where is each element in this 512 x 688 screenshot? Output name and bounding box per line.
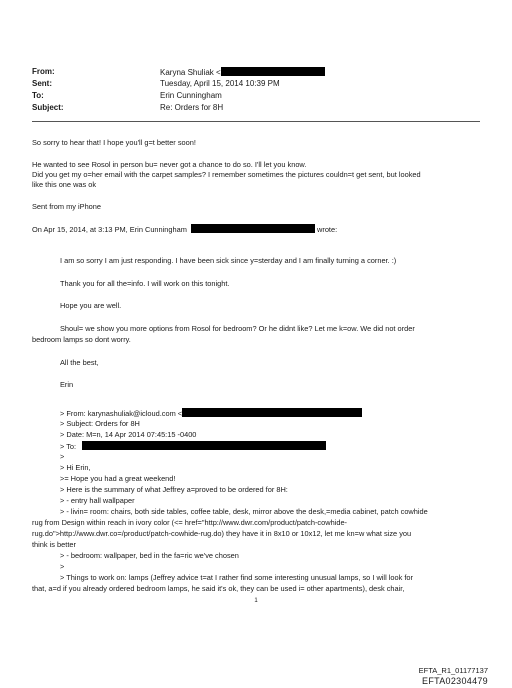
- forwarded-to-text: > To:: [60, 442, 77, 451]
- forwarded-line: >: [60, 562, 65, 571]
- forwarded-line: >= Hope you had a great weekend!: [60, 474, 176, 483]
- bates-number-small: EFTA_R1_01177137: [418, 666, 488, 675]
- redaction-bar: [182, 408, 362, 417]
- forwarded-subject: > Subject: Orders for 8H: [60, 419, 140, 428]
- forwarded-line: think is better: [32, 540, 76, 549]
- attribution-line: [32, 224, 337, 235]
- redaction-bar: [82, 441, 326, 450]
- reply-line: He wanted to see Rosol in person bu= never got a chance to do so. I'll let you know.: [32, 160, 307, 169]
- reply-line: Did you get my o=her email with the carpet samples? I remember sometimes the pictures couldn=t get sent, but looked: [32, 170, 421, 179]
- forwarded-date: > Date: M=n, 14 Apr 2014 07:45:15 -0400: [60, 430, 197, 439]
- forwarded-line: that, a=d if you already ordered bedroom lamps, he said it's ok, they can be used i= other apartments), desk chair,: [32, 584, 405, 593]
- quoted-line: Hope you are well.: [60, 301, 122, 310]
- forwarded-line: rug from Design within reach in ivory color (<= href="http://www.dwr.com/product/patch-cowhide-: [32, 518, 348, 527]
- attribution-prefix: On Apr 15, 2014, at 3:13 PM, Erin Cunningham: [32, 225, 187, 234]
- forwarded-line: >: [60, 452, 65, 461]
- forwarded-line: > Hi Erin,: [60, 463, 91, 472]
- from-label: From:: [32, 67, 55, 76]
- forwarded-from: [60, 408, 362, 419]
- redaction-bar: [221, 67, 325, 76]
- forwarded-line: > - livin= room: chairs, both side tables, coffee table, desk, mirror above the desk,=media cabinet, patch cowhide: [60, 507, 428, 516]
- quoted-line: Shoul= we show you more options from Rosol for bedroom? Or he didnt like? Let me k=ow. We did not order: [60, 324, 415, 333]
- attribution-suffix: wrote:: [317, 225, 338, 234]
- to-label: To:: [32, 91, 44, 100]
- quoted-line: Thank you for all the=info. I will work on this tonight.: [60, 279, 230, 288]
- quoted-closing: All the best,: [60, 358, 99, 367]
- page-number: 1: [254, 598, 258, 604]
- forwarded-line: rug.do">http://www.dwr.co=/product/patch-cowhide-rug.do) they have it in 8x10 or 10x12, let me kn=w what size you: [32, 529, 412, 538]
- signature: Sent from my iPhone: [32, 202, 102, 211]
- quoted-name: Erin: [60, 380, 74, 389]
- sent-value: Tuesday, April 15, 2014 10:39 PM: [160, 79, 280, 88]
- header-divider: [32, 121, 480, 122]
- forwarded-line: > Here is the summary of what Jeffrey a=proved to be ordered for 8H:: [60, 485, 288, 494]
- subject-value: Re: Orders for 8H: [160, 103, 224, 112]
- subject-label: Subject:: [32, 103, 64, 112]
- to-value: Erin Cunningham: [160, 91, 222, 100]
- reply-line: So sorry to hear that! I hope you'll g=t better soon!: [32, 138, 196, 147]
- sent-label: Sent:: [32, 79, 52, 88]
- quoted-line: I am so sorry I am just responding. I have been sick since y=sterday and I am finally turning a corner. :): [60, 256, 397, 265]
- quoted-line: bedroom lamps so dont worry.: [32, 335, 131, 344]
- from-value: [160, 67, 325, 78]
- bates-number-large: EFTA02304479: [422, 676, 488, 686]
- forwarded-to: [60, 441, 326, 452]
- forwarded-line: > Things to work on: lamps (Jeffrey advice t=at I rather find some interesting unusual lamps, so I will look for: [60, 573, 414, 582]
- forwarded-line: > - bedroom: wallpaper, bed in the fa=ric we've chosen: [60, 551, 239, 560]
- from-name: Karyna Shuliak <: [160, 68, 221, 77]
- forwarded-line: > - entry hall wallpaper: [60, 496, 135, 505]
- forwarded-from-text: > From: karynashuliak@icloud.com <: [60, 409, 183, 418]
- redaction-bar: [191, 224, 315, 233]
- reply-line: like this one was ok: [32, 180, 97, 189]
